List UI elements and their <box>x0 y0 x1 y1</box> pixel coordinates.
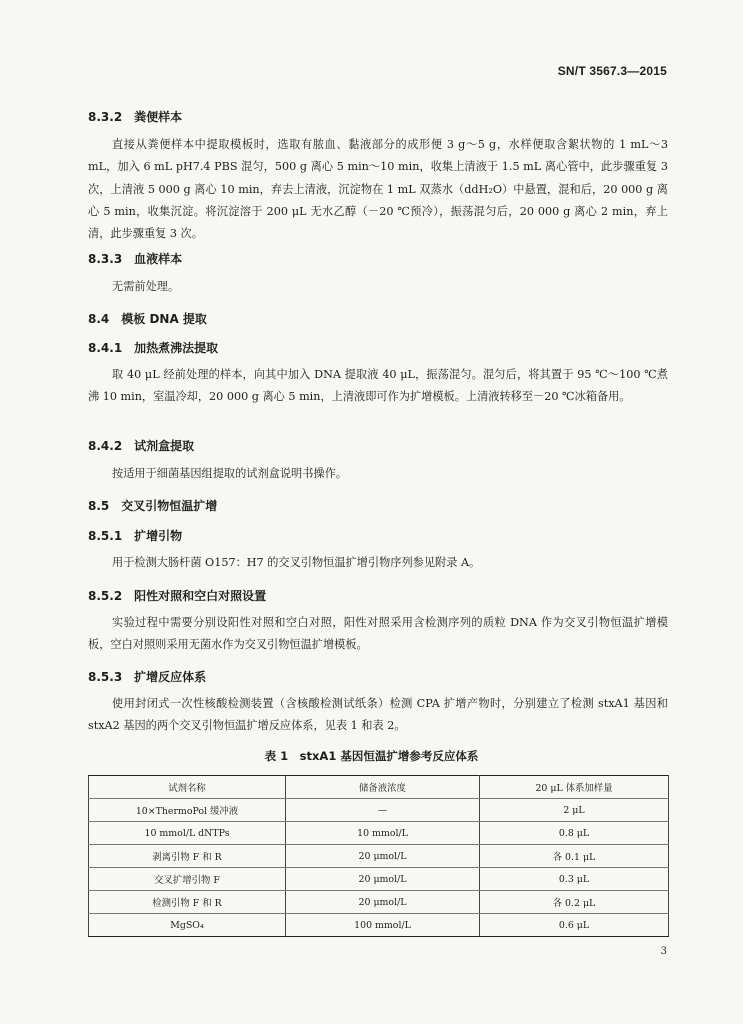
heading-8-5-3 <box>88 668 668 685</box>
heading-number: 8.4.2 <box>88 439 123 453</box>
heading-number: 8.4.1 <box>88 341 123 355</box>
heading-8-4-1 <box>88 339 668 356</box>
heading-8-5-2 <box>88 587 668 604</box>
table-cell: 0.6 μL <box>480 914 669 937</box>
header-volume: 20 μL 体系加样量 <box>480 776 669 799</box>
table-cell: 20 μmol/L <box>286 845 480 868</box>
table-cell: 各 0.2 μL <box>480 891 669 914</box>
table-cell: 0.3 μL <box>480 868 669 891</box>
heading-title: 血液样本 <box>134 252 183 266</box>
table-cell: 10 mmol/L dNTPs <box>89 822 286 845</box>
paragraph-8-3-2: 直接从粪便样本中提取模板时，选取有脓血、黏液部分的成形便 3 g～5 g，水样便取含絮状物的 1 mL～3 mL，加入 6 mL pH7.4 PBS 混匀，500 g 离心 5 min～10 min，收集上清液于 1.5 mL 离心管中，此步骤重复 3 次，上清液 5 000 g 离心 10 min，弃去上清液，沉淀物在 1 mL 双蒸水（ddH₂O）中悬置，混和后，20 000 g 离心 5 min，收集沉淀。将沉淀溶于 200 μL 无水乙醇（－20 ℃预冷），振荡混匀后，20 000 g 离心 2 min，弃上清，此步骤重复 3 次。 <box>88 138 668 241</box>
heading-title: 扩增引物 <box>134 529 183 543</box>
table-cell: 检测引物 F 和 R <box>89 891 286 914</box>
table-row <box>89 845 669 868</box>
heading-8-4-2 <box>88 437 668 454</box>
heading-number: 8.5.3 <box>88 670 123 684</box>
table-cell: MgSO₄ <box>89 914 286 937</box>
heading-8-5-1 <box>88 527 668 544</box>
paragraph-8-3-3: 无需前处理。 <box>112 280 180 293</box>
heading-number: 8.5.1 <box>88 529 123 543</box>
heading-title: 扩增反应体系 <box>134 670 207 684</box>
table-row <box>89 799 669 822</box>
table-cell: 20 μmol/L <box>286 868 480 891</box>
table-caption: 表 1 stxA1 基因恒温扩增参考反应体系 <box>264 749 479 763</box>
paragraph-8-4-2: 按适用于细菌基因组提取的试剂盒说明书操作。 <box>112 467 347 480</box>
heading-title: 试剂盒提取 <box>134 439 195 453</box>
table-row <box>89 914 669 937</box>
table-cell: 10×ThermoPol 缓冲液 <box>89 799 286 822</box>
table-cell: 剥离引物 F 和 R <box>89 845 286 868</box>
heading-8-4 <box>88 310 668 327</box>
reagent-table <box>88 775 669 937</box>
heading-title: 阳性对照和空白对照设置 <box>134 589 267 603</box>
table-row <box>89 868 669 891</box>
paragraph-8-5-3: 使用封闭式一次性核酸检测装置（含核酸检测试纸条）检测 CPA 扩增产物时，分别建立了检测 stxA1 基因和 stxA2 基因的两个交叉引物恒温扩增反应体系，见表 1 和表 2。 <box>88 697 668 733</box>
heading-title: 交叉引物恒温扩增 <box>121 499 218 513</box>
heading-title: 加热煮沸法提取 <box>134 341 219 355</box>
heading-8-3-2 <box>88 108 668 125</box>
table-cell: 2 μL <box>480 799 669 822</box>
table-cell: 0.8 μL <box>480 822 669 845</box>
table-cell: — <box>286 799 480 822</box>
heading-number: 8.3.2 <box>88 110 123 124</box>
header-stock-concentration: 储备液浓度 <box>286 776 480 799</box>
heading-number: 8.5.2 <box>88 589 123 603</box>
heading-title: 粪便样本 <box>134 110 183 124</box>
paragraph-8-5-2: 实验过程中需要分别设阳性对照和空白对照，阳性对照采用含检测序列的质粒 DNA 作为交叉引物恒温扩增模板，空白对照则采用无菌水作为交叉引物恒温扩增模板。 <box>88 616 668 652</box>
page-number: 3 <box>660 946 667 957</box>
table-header-row <box>89 776 669 799</box>
table-row <box>89 891 669 914</box>
table-row <box>89 822 669 845</box>
standard-code: SN/T 3567.3—2015 <box>557 64 667 78</box>
heading-8-3-3 <box>88 250 668 267</box>
table-cell: 交叉扩增引物 F <box>89 868 286 891</box>
table-cell: 10 mmol/L <box>286 822 480 845</box>
table-cell: 各 0.1 μL <box>480 845 669 868</box>
heading-number: 8.5 <box>88 499 110 513</box>
heading-8-5 <box>88 497 668 514</box>
paragraph-8-5-1: 用于检测大肠杆菌 O157：H7 的交叉引物恒温扩增引物序列参见附录 A。 <box>112 556 481 569</box>
table-cell: 20 μmol/L <box>286 891 480 914</box>
table-cell: 100 mmol/L <box>286 914 480 937</box>
paragraph-8-4-1: 取 40 μL 经前处理的样本，向其中加入 DNA 提取液 40 μL，振荡混匀。混匀后，将其置于 95 ℃～100 ℃煮沸 10 min，室温冷却，20 000 g 离心 5 min，上清液即可作为扩增模板。上清液转移至－20 ℃冰箱备用。 <box>88 368 668 404</box>
header-reagent-name: 试剂名称 <box>89 776 286 799</box>
heading-number: 8.3.3 <box>88 252 123 266</box>
heading-number: 8.4 <box>88 312 110 326</box>
heading-title: 模板 DNA 提取 <box>121 312 207 326</box>
